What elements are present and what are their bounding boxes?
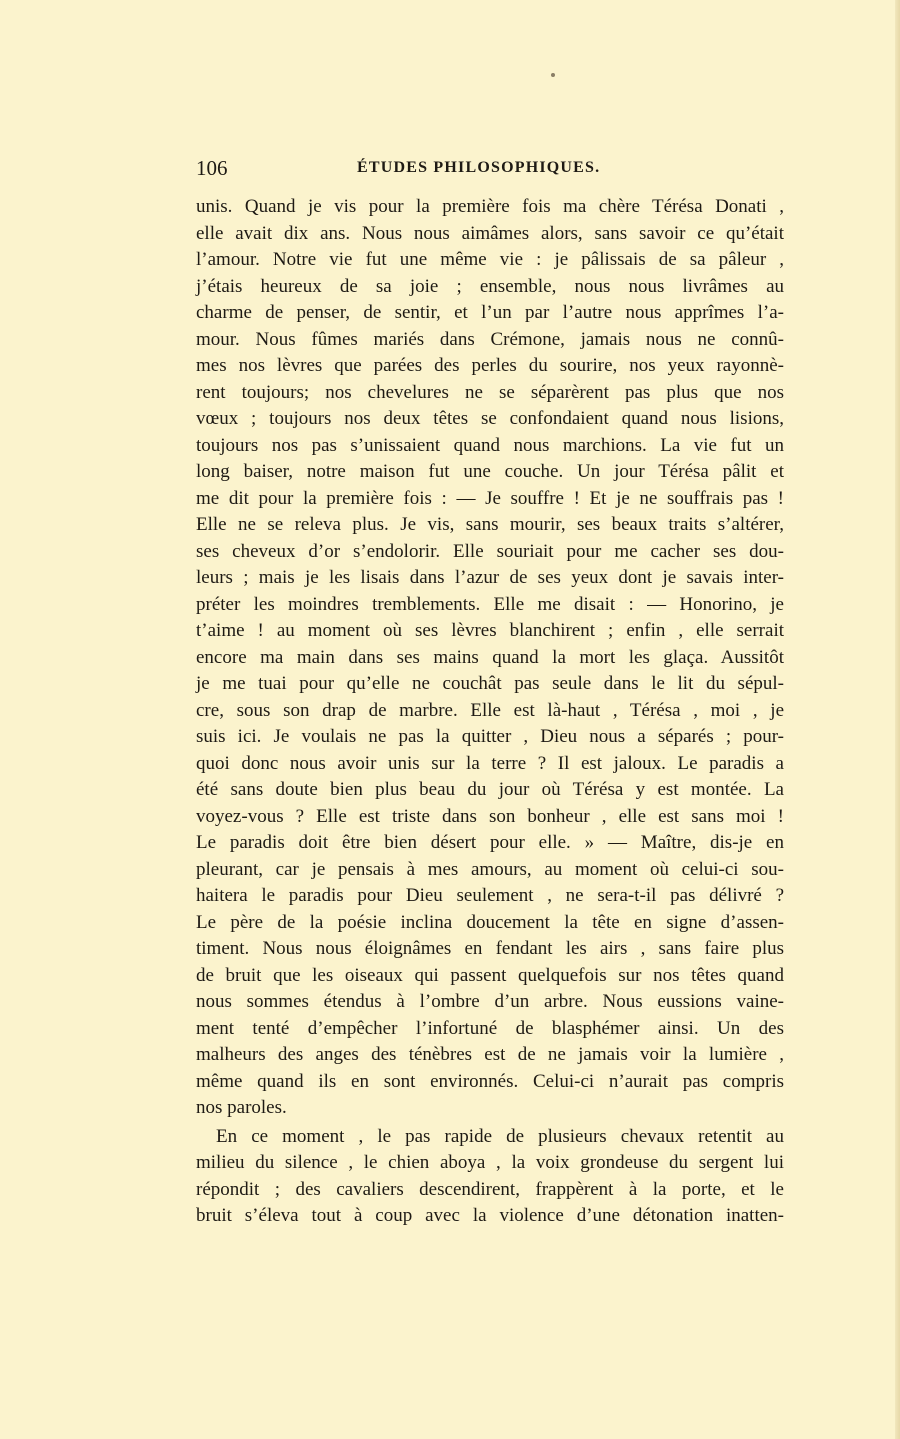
text-line: mour. Nous fûmes mariés dans Crémone, jamais nous ne connû- [196, 328, 784, 350]
text-line: j’étais heureux de sa joie ; ensemble, nous nous livrâmes au [196, 275, 784, 297]
text-line: timent. Nous nous éloignâmes en fendant les airs , sans faire plus [196, 938, 784, 959]
text-line: répondit ; des cavaliers descendirent, frappèrent à la porte, et le [196, 1178, 784, 1200]
text-line: elle avait dix ans. Nous nous aimâmes alors, sans savoir ce qu’était [196, 222, 784, 244]
text-line: Le paradis doit être bien désert pour elle. » — Maître, dis-je en [196, 832, 784, 853]
text-line: l’amour. Notre vie fut une même vie : je pâlissais de sa pâleur , [196, 249, 784, 270]
text-line: milieu du silence , le chien aboya , la voix grondeuse du sergent lui [196, 1152, 784, 1173]
text-line: cre, sous son drap de marbre. Elle est là-haut , Térésa , moi , je [196, 699, 784, 721]
text-line: rent toujours; nos chevelures ne se séparèrent pas plus que nos [196, 381, 784, 403]
text-line: haitera le paradis pour Dieu seulement , ne sera-t-il pas délivré ? [196, 885, 784, 906]
page-header [196, 156, 784, 182]
text-line: préter les moindres tremblements. Elle me disait : — Honorino, je [196, 593, 784, 615]
text-line: voyez-vous ? Elle est triste dans son bonheur , elle est sans moi ! [196, 805, 784, 827]
text-line: leurs ; mais je les lisais dans l’azur de ses yeux dont je savais inter- [196, 567, 784, 588]
text-line: bruit s’éleva tout à coup avec la violence d’une détonation inatten- [196, 1205, 784, 1226]
page-edge-shadow [895, 0, 900, 1439]
text-line: unis. Quand je vis pour la première fois ma chère Térésa Donati , [196, 196, 784, 217]
text-line: encore ma main dans ses mains quand la mort les glaça. Aussitôt [196, 646, 784, 668]
text-line: ses cheveux d’or s’endolorir. Elle souriait pour me cacher ses dou- [196, 540, 784, 562]
text-line: pleurant, car je pensais à mes amours, au moment où celui-ci sou- [196, 858, 784, 880]
text-line: toujours nos pas s’unissaient quand nous marchions. La vie fut un [196, 434, 784, 456]
text-line: été sans doute bien plus beau du jour où Térésa y est montée. La [196, 779, 784, 800]
paragraph-2 [196, 1124, 784, 1230]
text-line: quoi donc nous avoir unis sur la terre ? Il est jaloux. Le paradis a [196, 752, 784, 774]
paragraph-1 [196, 194, 784, 1122]
text-line: de bruit que les oiseaux qui passent quelquefois sur nos têtes quand [196, 964, 784, 986]
text-line: charme de penser, de sentir, et l’un par l’autre nous apprîmes l’a- [196, 302, 784, 323]
text-line: nos paroles. [196, 1097, 287, 1118]
text-line: En ce moment , le pas rapide de plusieurs chevaux retentit au [216, 1125, 784, 1147]
text-line: long baiser, notre maison fut une couche. Un jour Térésa pâlit et [196, 461, 784, 482]
text-line: Le père de la poésie inclina doucement la tête en signe d’assen- [196, 911, 784, 933]
text-line: vœux ; toujours nos deux têtes se confondaient quand nous lisions, [196, 408, 784, 429]
text-line: Elle ne se releva plus. Je vis, sans mourir, ses beaux traits s’altérer, [196, 514, 784, 535]
text-line: suis ici. Je voulais ne pas la quitter , Dieu nous a séparés ; pour- [196, 726, 784, 747]
paper-speck [551, 73, 555, 77]
text-line: malheurs des anges des ténèbres est de ne jamais voir la lumière , [196, 1044, 784, 1065]
text-line: nous sommes étendus à l’ombre d’un arbre. Nous eussions vaine- [196, 991, 784, 1012]
text-line: je me tuai pour qu’elle ne couchât pas seule dans le lit du sépul- [196, 673, 784, 694]
page-body [196, 194, 784, 1230]
text-line: même quand ils en sont environnés. Celui-ci n’aurait pas compris [196, 1070, 784, 1092]
running-title: ÉTUDES PHILOSOPHIQUES. [357, 159, 601, 176]
text-line: t’aime ! au moment où ses lèvres blanchirent ; enfin , elle serrait [196, 620, 784, 641]
text-line: me dit pour la première fois : — Je souffre ! Et je ne souffrais pas ! [196, 487, 784, 509]
text-line: ment tenté d’empêcher l’infortuné de blasphémer ainsi. Un des [196, 1017, 784, 1039]
text-line: mes nos lèvres que parées des perles du sourire, nos yeux rayonnè- [196, 355, 784, 376]
page-number: 106 [196, 156, 228, 180]
